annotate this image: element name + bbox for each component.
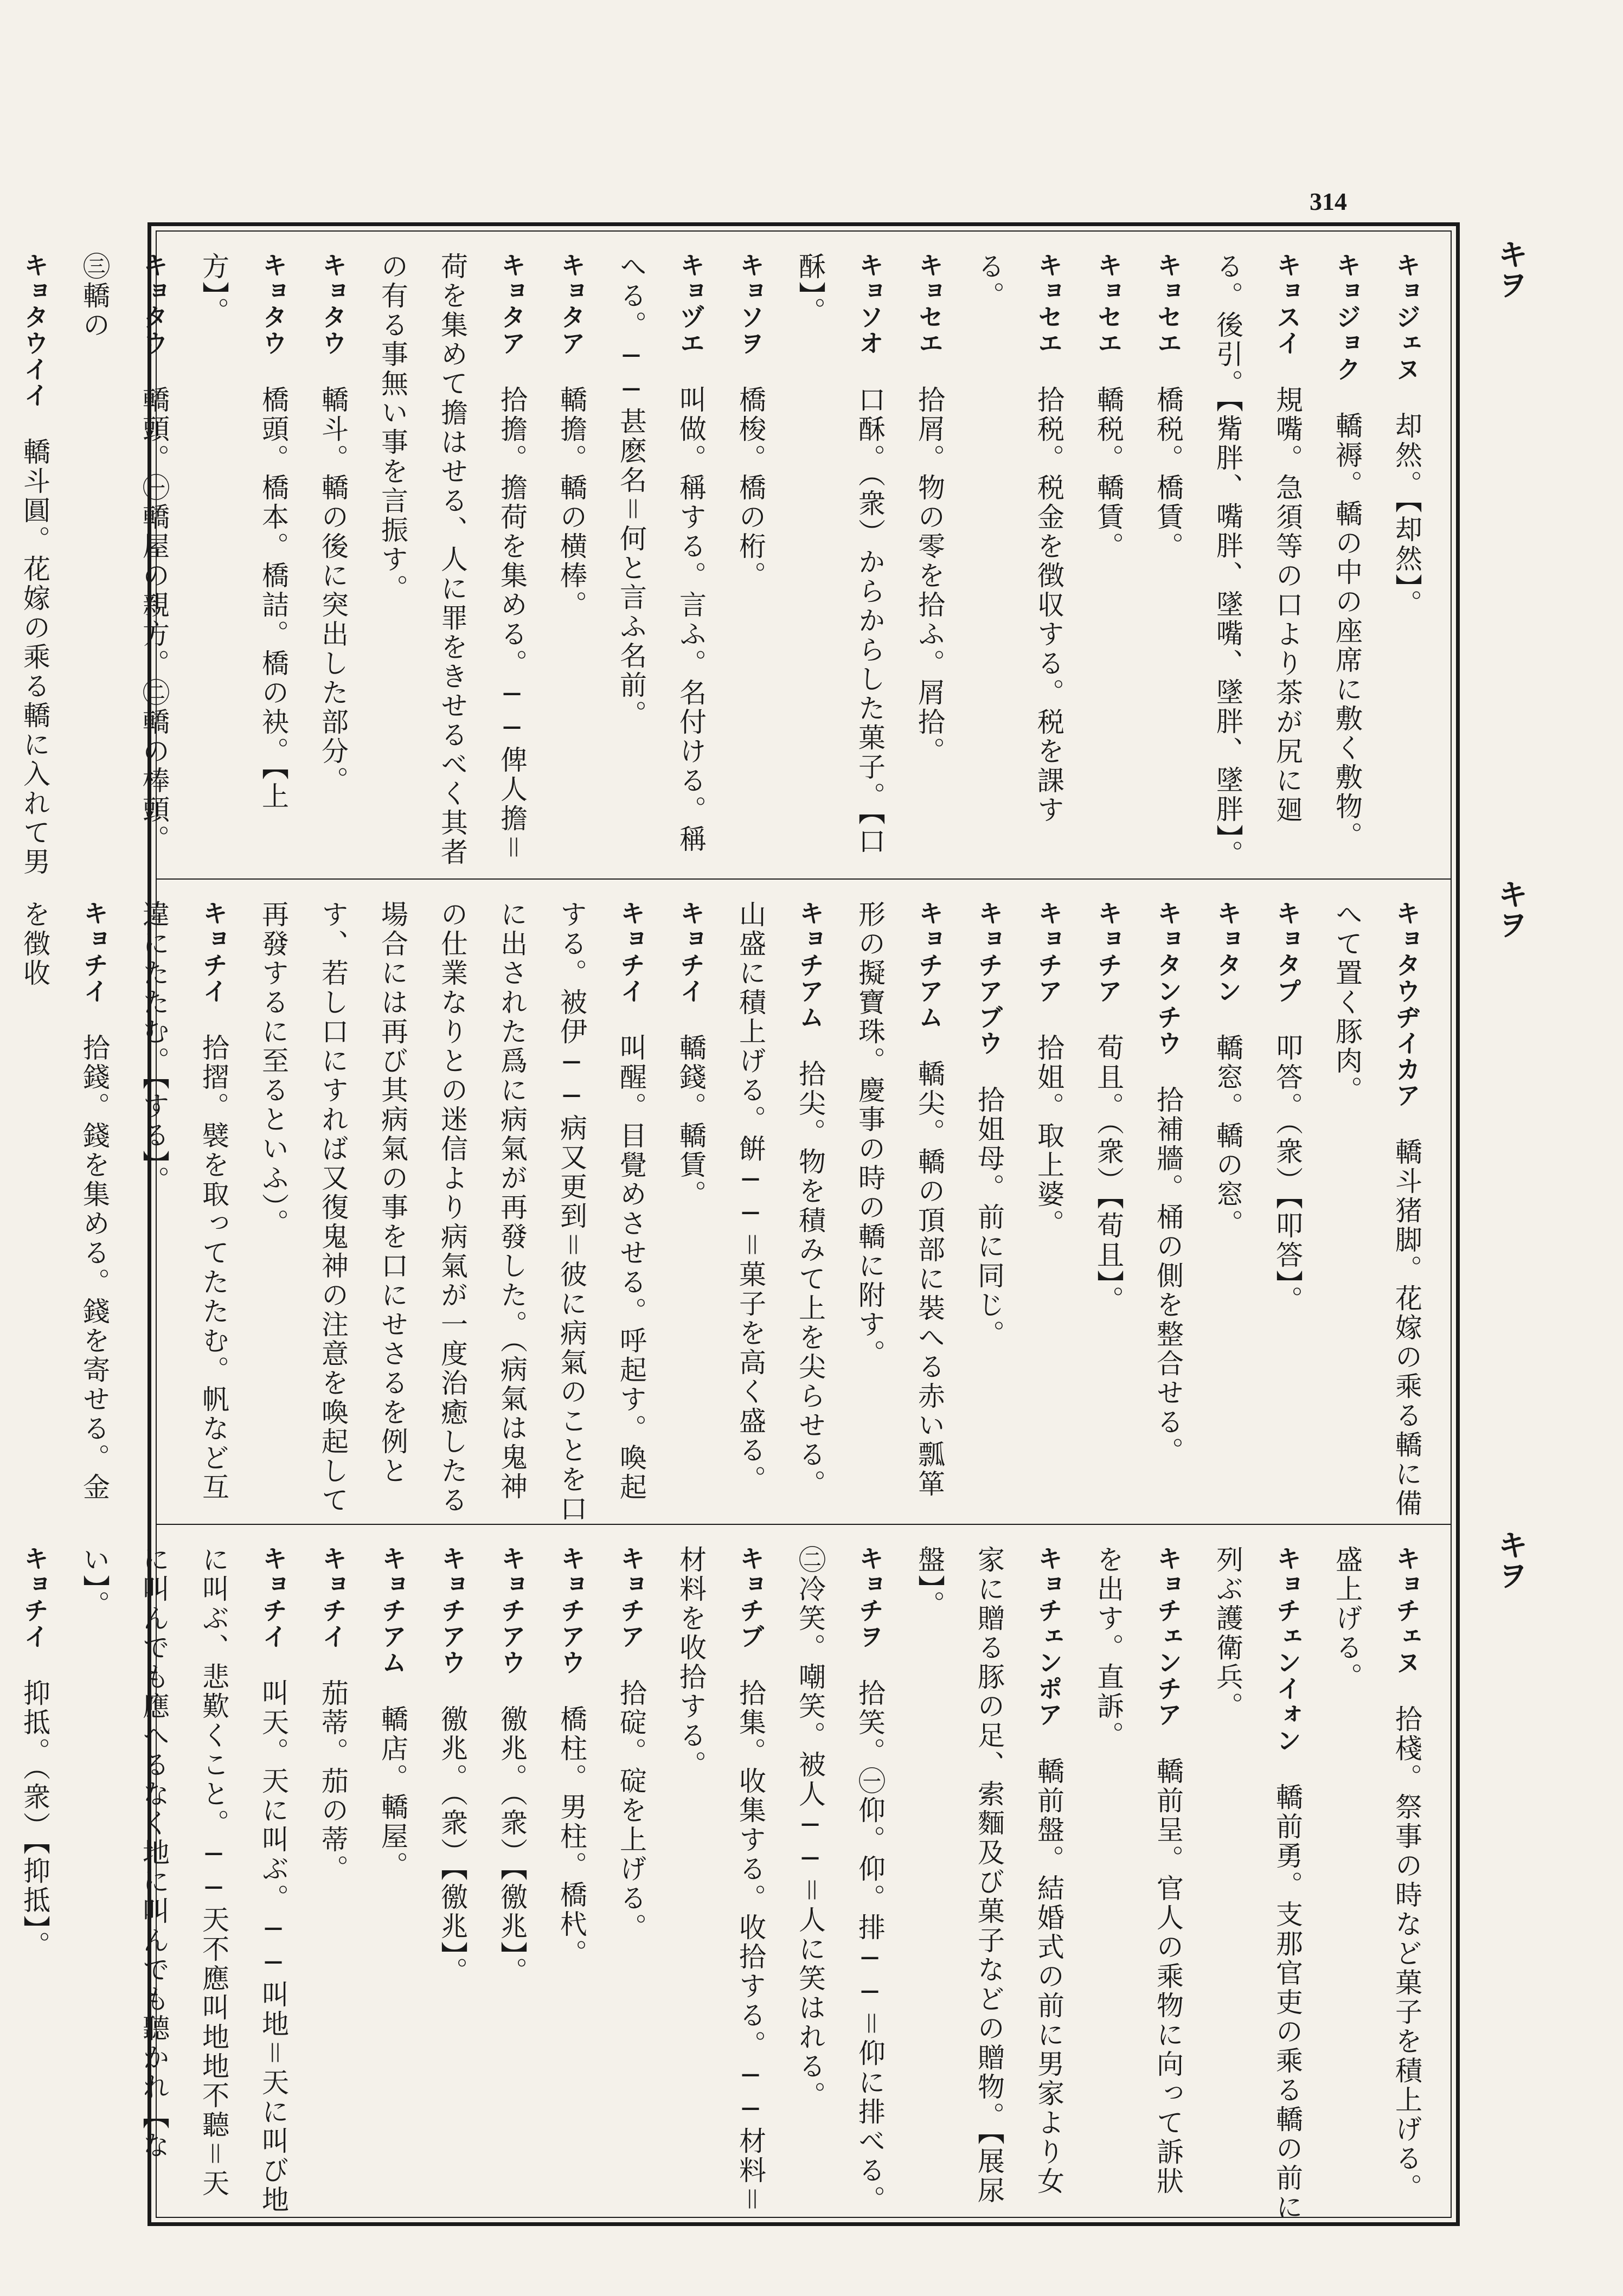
dictionary-entry <box>721 252 780 878</box>
entry-reading: キョチヲ <box>855 1545 884 1650</box>
entry-reading: キョタウイイ <box>20 252 49 408</box>
entry-reading: キョチェンポア <box>1034 1545 1063 1728</box>
dictionary-entry <box>124 900 243 1524</box>
entry-reading: キョチアム <box>378 1545 407 1676</box>
dictionary-entry <box>243 900 661 1524</box>
entry-definition: 轎税。轎賃。 <box>1093 386 1124 561</box>
entry-definition: 轎店。轎屋。 <box>377 1705 408 1881</box>
entry-reading: キョチアウ <box>557 1545 586 1676</box>
entry-definition: 轎尖。轎の頂部に裝へる赤い瓢箪形の擬寶珠。慶事の時の轎に附す。 <box>854 900 945 1499</box>
entry-reading: キョチェンイォン <box>1273 1545 1302 1754</box>
entry-reading: キョタア <box>557 252 586 356</box>
entry-definition: 叫做。稱する。言ふ。名付ける。稱へる。──甚麽名＝何と言ふ名前。 <box>615 252 707 854</box>
dictionary-entry <box>780 1545 900 2224</box>
entry-definition: 轎窓。轎の窓。 <box>1212 1034 1243 1239</box>
entry-definition: 拾錢。錢を集める。錢を寄せる。金を徴收 <box>19 900 110 1502</box>
dictionary-entry <box>1258 900 1317 1524</box>
dictionary-entry <box>959 252 1079 878</box>
side-label-bottom: キヲ <box>1493 1529 1528 1590</box>
entry-reading: キョセエ <box>1094 252 1123 356</box>
entry-definition: 轎前勇。支那官吏の乘る轎の前に列ぶ護衛兵。 <box>1212 1545 1303 2222</box>
entry-definition: 拾擔。擔荷を集める。──俾人擔＝荷を集めて擔はせる、人に罪をきせるべく其者の有る事無い事を言振す。 <box>377 252 528 867</box>
entry-definition: 轎斗。轎の後に突出した部分。 <box>317 386 349 796</box>
entry-reading: キョチア <box>1094 900 1123 1004</box>
tier-top <box>19 232 1451 880</box>
entry-reading: キョチアム <box>915 900 944 1030</box>
entry-definition: 口酥。（衆）からからした菓子。【口酥】。 <box>794 252 886 856</box>
entry-reading: キョチア <box>617 1545 646 1650</box>
entry-definition: 轎斗猪脚。花嫁の乘る轎に備へて置く豚肉。 <box>1331 900 1422 1518</box>
entry-reading: キョタア <box>497 252 527 356</box>
dictionary-entry <box>721 900 840 1524</box>
entry-definition: 橋梭。橋の桁。 <box>735 386 766 591</box>
side-label-top: キヲ <box>1493 239 1528 299</box>
entry-reading: キョセエ <box>1153 252 1183 356</box>
dictionary-entry <box>65 1545 303 2224</box>
dictionary-entry <box>0 252 65 878</box>
dictionary-entry <box>601 1545 661 2224</box>
entry-definition: 拾尖。物を積みて上を尖らせる。山盛に積上げる。餠──＝菓子を高く盛る。 <box>735 900 826 1499</box>
entry-definition: 拾棧。祭事の時など菓子を積上げる。盛上げる。 <box>1331 1545 1422 2203</box>
entry-definition: 叫天。天に叫ぶ。──叫地＝天に叫び地に叫ぶ、悲歎くこと。──天不應叫地地不聽＝天に叫んでも應へるなく地に叫んでも聽かれ【ない】。 <box>79 1545 289 2215</box>
dictionary-entry <box>303 252 363 878</box>
dictionary-entry <box>5 900 124 1524</box>
dictionary-entry <box>1317 1545 1436 2224</box>
entry-reading: キョチアウ <box>497 1545 527 1676</box>
dictionary-entry <box>661 1545 780 2224</box>
dictionary-entry <box>5 1545 65 2224</box>
entry-definition: 拾姐母。前に同じ。 <box>973 1086 1005 1349</box>
entry-definition: 轎前呈。官人の乘物に向って訴狀を出す。直訴。 <box>1093 1545 1184 2196</box>
entry-definition: 橋頭。橋本。橋詰。橋の袂。【上方】。 <box>198 252 289 811</box>
dictionary-entry <box>840 900 959 1524</box>
entry-definition: 抑抵。（衆）【抑抵】。 <box>19 1679 50 1960</box>
dictionary-entry <box>900 252 959 878</box>
dictionary-entry <box>1079 900 1138 1524</box>
entry-reading: キョチイ <box>80 900 109 1004</box>
entry-reading: キョジョク <box>1332 252 1362 382</box>
dictionary-entry <box>303 1545 363 2224</box>
dictionary-frame <box>19 222 1460 2226</box>
dictionary-entry <box>1138 252 1198 878</box>
entry-reading: キョチア <box>1034 900 1063 1004</box>
entry-definition: 拾摺。襞を取ってたたむ。帆など互違にたたむ。【する】。 <box>138 900 229 1502</box>
dictionary-entry <box>65 252 184 878</box>
entry-definition: 茄蒂。茄の蒂。 <box>317 1679 349 1884</box>
dictionary-entry <box>1198 252 1317 878</box>
entry-definition: 拾姐。取上婆。 <box>1033 1034 1064 1239</box>
entry-definition: 轎錢。轎賃。 <box>675 1034 707 1209</box>
entry-reading: キョチブ <box>736 1545 765 1650</box>
entry-reading: キョチアウ <box>438 1545 467 1676</box>
entry-reading: キョタン <box>1213 900 1242 1004</box>
entry-definition: 規嘴。急須等の口より茶が尻に廻る。後引。【觜胖、嘴胖、墜嘴、墜胖、墜胖】。 <box>1212 252 1303 869</box>
dictionary-entry <box>542 252 601 878</box>
entry-reading: キョタウヂイカア <box>1392 900 1421 1108</box>
entry-reading: キョジェヌ <box>1392 252 1421 382</box>
dictionary-entry <box>184 252 303 878</box>
entry-reading: キョチイ <box>318 1545 348 1650</box>
dictionary-entry <box>601 252 721 878</box>
dictionary-entry <box>1138 900 1198 1524</box>
entry-reading: キョヅエ <box>676 252 705 356</box>
entry-reading: キョチイ <box>199 900 228 1004</box>
entry-definition: 轎斗圓。花嫁の乘る轎に入れて男 <box>19 438 50 877</box>
dictionary-entry <box>780 252 900 878</box>
entry-reading: キョチアム <box>796 900 825 1030</box>
dictionary-entry <box>1198 1545 1317 2224</box>
entry-definition: 叩答。（衆）【叩答】。 <box>1272 1034 1303 1315</box>
entry-reading: キョタンチウ <box>1153 900 1183 1056</box>
side-label-middle: キヲ <box>1493 878 1528 939</box>
entry-reading: キョチェンチア <box>1153 1545 1183 1728</box>
dictionary-entry <box>482 1545 542 2224</box>
entry-definition: 拾税。税金を徴収する。税を課する。 <box>973 252 1064 825</box>
entry-definition: 拾屑。物の零を拾ふ。屑拾。 <box>914 386 945 766</box>
dictionary-entry <box>1079 252 1138 878</box>
entry-reading: キョチイ <box>259 1545 288 1650</box>
entry-reading: キョスイ <box>1273 252 1302 356</box>
tier-middle <box>19 880 1451 1525</box>
dictionary-entry <box>1198 900 1258 1524</box>
dictionary-entry <box>422 1545 482 2224</box>
entry-reading: キョチイ <box>676 900 705 1004</box>
entry-definition: 徼兆。（衆）【徼兆】。 <box>496 1705 528 1986</box>
entry-reading: キョチイ <box>617 900 646 1004</box>
entry-reading: キョタウ <box>259 252 288 356</box>
dictionary-entry <box>959 900 1019 1524</box>
page-number: 314 <box>1310 188 1347 215</box>
entry-reading: キョチイ <box>20 1545 49 1650</box>
entry-definition: 轎前盤。結婚式の前に男家より女家に贈る豚の足、索麵及び菓子などの贈物。【展尿盤】。 <box>914 1545 1064 2205</box>
dictionary-entry <box>1317 900 1436 1524</box>
entry-definition: 叫醒。目覺めさせる。呼起す。喚起する。被伊──病又更到＝彼に病氣のことを口に出された爲に病氣が再發した。（病氣は鬼神の仕業なりとの迷信より病氣が一度治癒したる場合には再び其病氣の事を口にせさるを例とす、若し口にすれば又復鬼神の注意を喚起して再發するに至るといふ）。 <box>258 900 647 1524</box>
entry-definition: 轎擔。轎の横棒。 <box>556 386 587 620</box>
dictionary-entry <box>900 1545 1079 2224</box>
entry-definition: 却然。【却然】。 <box>1391 412 1422 619</box>
tier-bottom <box>19 1525 1451 2224</box>
entry-definition: 拾補牆。桶の側を整合せる。 <box>1152 1086 1184 1466</box>
dictionary-entry <box>1377 252 1436 878</box>
dictionary-entry <box>1317 252 1377 878</box>
entry-definition: 荀且。（衆）【荀且】。 <box>1093 1034 1124 1315</box>
entry-reading: キョソヲ <box>736 252 765 356</box>
dictionary-entry <box>1019 900 1079 1524</box>
dictionary-entry <box>363 1545 422 2224</box>
entry-reading: キョセエ <box>915 252 944 356</box>
entry-definition: 橋税。橋賃。 <box>1152 386 1184 561</box>
entry-definition: 徼兆。（衆）【徼兆】。 <box>437 1705 468 1986</box>
entry-reading: キョセエ <box>1034 252 1063 356</box>
entry-definition: 橋柱。男柱。橋杙。 <box>556 1705 587 1968</box>
entry-reading: キョタウ <box>139 252 169 356</box>
entry-definition: 拾笑。㊀仰。仰。排──＝仰に排べる。㊁冷笑。嘲笑。被人──＝人に笑はれる。 <box>794 1545 886 2215</box>
entry-definition: 轎褥。轎の中の座席に敷く敷物。 <box>1331 412 1363 851</box>
entry-reading: キョチェヌ <box>1392 1545 1421 1676</box>
entry-reading: キョソオ <box>855 252 884 356</box>
dictionary-frame-inner <box>19 230 1452 2222</box>
entry-definition: 轎頭。㊀轎屋の親方。㊁轎の棒頭。㊂轎の <box>79 252 170 854</box>
entry-definition: 拾集。收集する。收拾する。──材料＝材料を收拾する。 <box>675 1545 766 2215</box>
entry-reading: キョタプ <box>1273 900 1302 1004</box>
dictionary-entry <box>1079 1545 1198 2224</box>
dictionary-entry <box>542 1545 601 2224</box>
entry-definition: 拾碇。碇を上げる。 <box>615 1679 647 1942</box>
entry-reading: キョタウ <box>318 252 348 356</box>
entry-reading: キョチアブウ <box>974 900 1004 1056</box>
dictionary-entry <box>363 252 542 878</box>
dictionary-entry <box>661 900 721 1524</box>
